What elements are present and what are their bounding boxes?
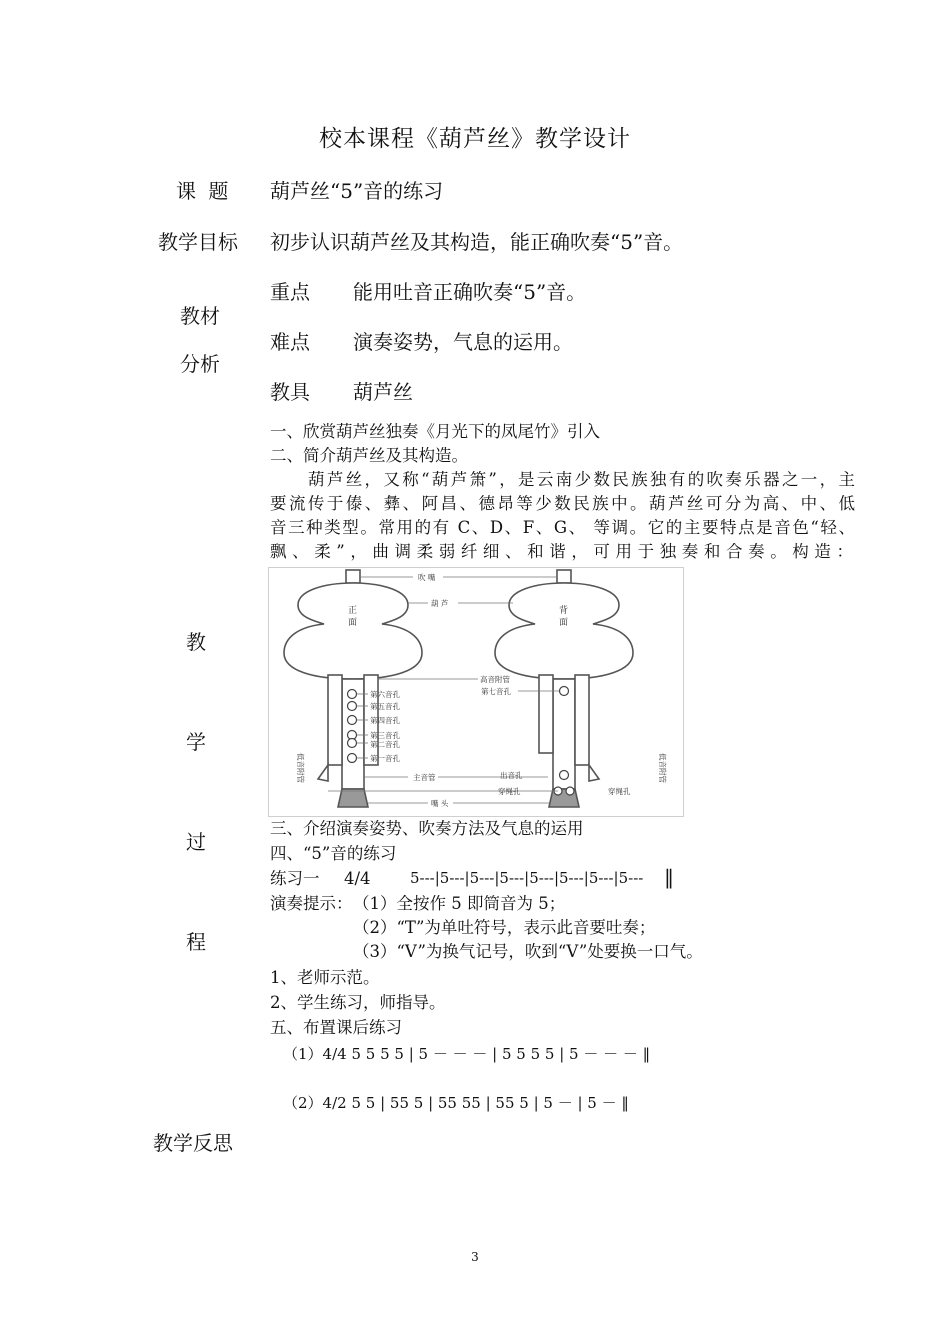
back-label-1: 背 <box>559 606 569 616</box>
label-rope-hole-left: 穿绳孔 <box>498 787 521 796</box>
material-label-line1: 教材 <box>180 304 220 328</box>
exercise-end-bar: ‖ <box>664 865 674 889</box>
label-low-pipe-right: 低音附管 <box>658 753 667 783</box>
exercise-notes: 5---|5---|5---|5---|5---|5---|5---|5--- <box>410 869 644 887</box>
process-label-char-3: 过 <box>186 830 206 854</box>
homework-2: （2）4/2 5 5 | 55 5 | 55 55 | 55 5 | 5 － | 5 － ‖ <box>283 1094 629 1112</box>
intro-line-2: 要流传于傣、彝、阿昌、德昂等少数民族中。葫芦丝可分为高、中、低 <box>270 494 855 513</box>
item-2: 2、学生练习，师指导。 <box>270 993 446 1012</box>
material-value-focus: 能用吐音正确吹奏“5”音。 <box>353 280 587 304</box>
document-title: 校本课程《葫芦丝》教学设计 <box>319 126 631 152</box>
topic-label: 课 题 <box>176 179 229 203</box>
item-1: 1、老师示范。 <box>270 968 380 987</box>
goal-label: 教学目标 <box>158 230 238 254</box>
label-high-pipe: 高音附管 <box>480 675 510 684</box>
tip-2: （2）“T”为单吐符号，表示此音要吐奏； <box>353 918 656 937</box>
label-hole-4: 第四音孔 <box>370 716 400 725</box>
label-hole-2: 第二音孔 <box>370 740 400 749</box>
label-hole-7: 第七音孔 <box>481 687 511 696</box>
exercise-meter: 4/4 <box>344 869 371 888</box>
step-3: 三、介绍演奏姿势、吹奏方法及气息的运用 <box>270 819 584 838</box>
label-hole-6: 第六音孔 <box>370 690 400 699</box>
exercise-name: 练习一 <box>270 869 320 888</box>
label-out-hole: 出音孔 <box>500 771 523 780</box>
tips-label: 演奏提示： <box>270 894 353 913</box>
tip-1: （1）全按作 5 即筒音为 5； <box>353 894 566 913</box>
process-label-char-2: 学 <box>186 730 206 754</box>
topic-value: 葫芦丝“5”音的练习 <box>270 179 444 203</box>
intro-line-3: 音三种类型。常用的有 C、D、F、G、 等调。它的主要特点是音色“轻、 <box>270 518 855 537</box>
goal-value: 初步认识葫芦丝及其构造，能正确吹奏“5”音。 <box>270 230 684 254</box>
label-main-pipe: 主音管 <box>413 773 436 782</box>
material-value-difficulty: 演奏姿势，气息的运用。 <box>353 330 573 354</box>
label-gourd: 葫 芦 <box>431 599 449 608</box>
step-1: 一、欣赏葫芦丝独奏《月光下的凤尾竹》引入 <box>270 422 600 441</box>
front-label-1: 正 <box>348 606 358 616</box>
intro-line-4: 飘、柔”，曲调柔弱纤细、和谐，可用于独奏和合奏。构造： <box>270 542 855 561</box>
tip-3: （3）“V”为换气记号，吹到“V”处要换一口气。 <box>353 942 703 961</box>
reflection-label: 教学反思 <box>153 1131 233 1155</box>
hulusi-structure-diagram <box>268 567 684 817</box>
material-value-tools: 葫芦丝 <box>353 380 413 404</box>
step-5: 五、布置课后练习 <box>270 1018 402 1037</box>
intro-line-1: 葫芦丝，又称“葫芦箫”，是云南少数民族独有的吹奏乐器之一，主 <box>308 470 855 489</box>
homework-1: （1）4/4 5 5 5 5 | 5 － － － | 5 5 5 5 | 5 － － － ‖ <box>283 1045 651 1063</box>
step-2: 二、简介葫芦丝及其构造。 <box>270 446 468 465</box>
label-mouthpiece: 吹 嘴 <box>418 573 436 582</box>
label-hole-1: 第一音孔 <box>370 754 400 763</box>
label-hole-3: 第三音孔 <box>370 731 400 740</box>
material-key-difficulty: 难点 <box>270 330 310 354</box>
material-key-focus: 重点 <box>270 280 310 304</box>
page-number: 3 <box>471 1250 479 1264</box>
step-4: 四、“5”音的练习 <box>270 844 397 863</box>
label-low-pipe-left: 低音附管 <box>296 753 305 783</box>
material-key-tools: 教具 <box>270 380 310 404</box>
material-label-line2: 分析 <box>180 352 220 376</box>
back-label-2: 面 <box>559 618 569 628</box>
label-hole-5: 第五音孔 <box>370 702 400 711</box>
process-label-char-4: 程 <box>186 930 206 954</box>
label-rope-hole-right: 穿绳孔 <box>608 787 631 796</box>
label-tip: 嘴 头 <box>431 799 449 808</box>
intro-paragraph <box>270 468 855 564</box>
process-label-char-1: 教 <box>186 630 206 654</box>
front-label-2: 面 <box>348 618 358 628</box>
